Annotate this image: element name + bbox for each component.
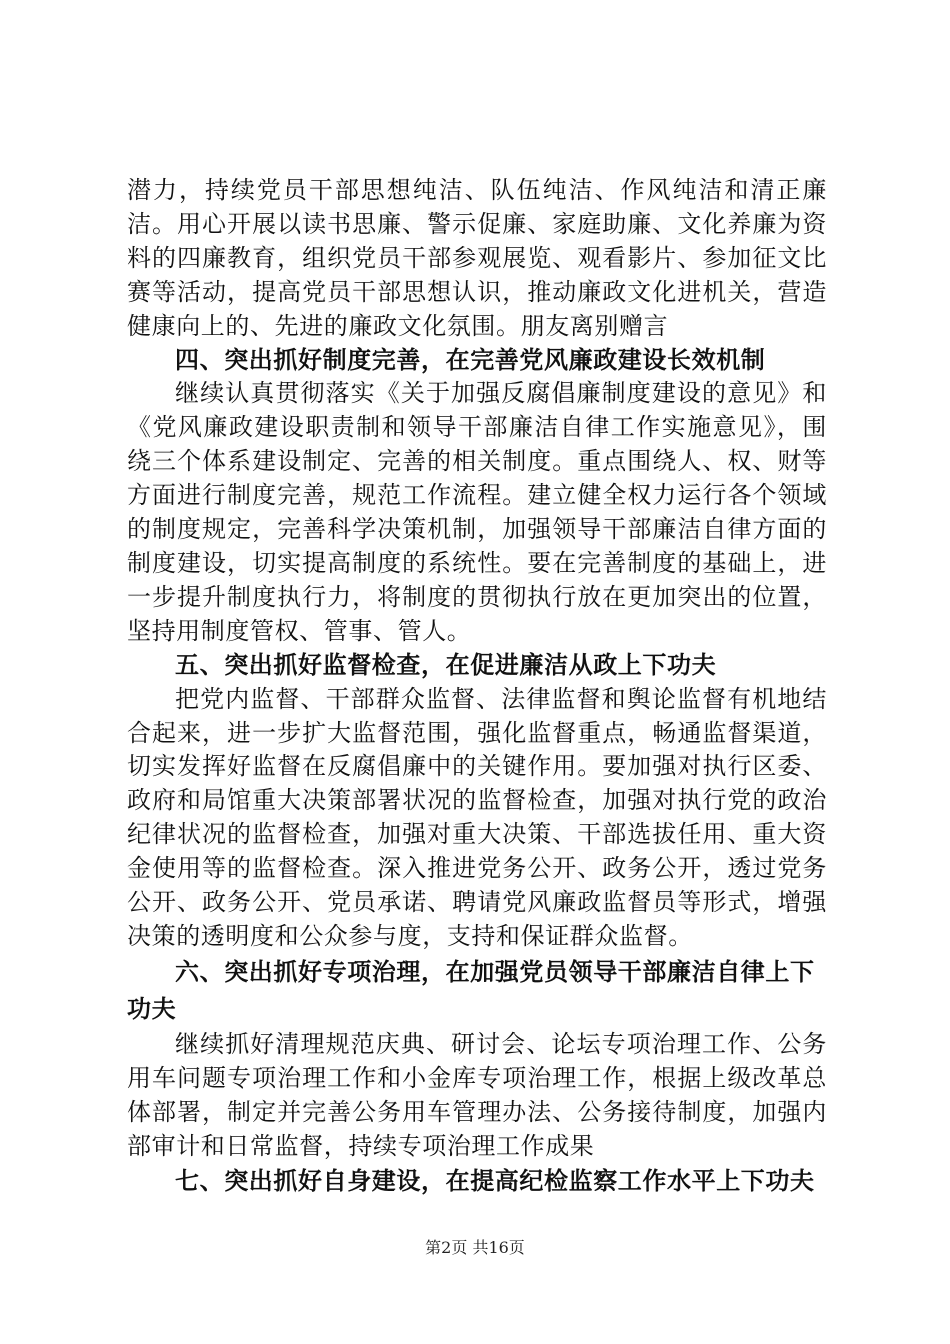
document-body bbox=[127, 174, 827, 1200]
body-paragraph: 潜力，持续党员干部思想纯洁、队伍纯洁、作风纯洁和清正廉洁。用心开展以读书思廉、警示促廉、家庭助廉、文化养廉为资料的四廉教育，组织党员干部参观展览、观看影片、参加征文比赛等活动，提高党员干部思想认识，推动廉政文化进机关，营造健康向上的、先进的廉政文化氛围。朋友离别赠言 bbox=[127, 176, 827, 340]
body-paragraph: 把党内监督、干部群众监督、法律监督和舆论监督有机地结合起来，进一步扩大监督范围，强化监督重点，畅通监督渠道，切实发挥好监督在反腐倡廉中的关键作用。要加强对执行区委、政府和局馆重大决策部署状况的监督检查，加强对执行党的政治纪律状况的监督检查，加强对重大决策、干部选拔任用、重大资金使用等的监督检查。深入推进党务公开、政务公开，透过党务公开、政务公开、党员承诺、聘请党风廉政监督员等形式，增强决策的透明度和公众参与度，支持和保证群众监督。 bbox=[127, 684, 827, 950]
body-paragraph: 继续认真贯彻落实《关于加强反腐倡廉制度建设的意见》和《党风廉政建设职责制和领导干部廉洁自律工作实施意见》，围绕三个体系建设制定、完善的相关制度。重点围绕人、权、财等方面进行制度完善，规范工作流程。建立健全权力运行各个领域的制度规定，完善科学决策机制，加强领导干部廉洁自律方面的制度建设，切实提高制度的系统性。要在完善制度的基础上，进一步提升制度执行力，将制度的贯彻执行放在更加突出的位置，坚持用制度管权、管事、管人。 bbox=[127, 379, 827, 645]
section-heading-5: 五、突出抓好监督检查，在促进廉洁从政上下功夫 bbox=[175, 650, 717, 679]
body-paragraph: 继续抓好清理规范庆典、研讨会、论坛专项治理工作、公务用车问题专项治理工作和小金库专项治理工作，根据上级改革总体部署，制定并完善公务用车管理办法、公务接待制度，加强内部审计和日常监督，持续专项治理工作成果 bbox=[127, 1029, 827, 1160]
section-heading-6: 六、突出抓好专项治理，在加强党员领导干部廉洁自律上下功夫 bbox=[127, 957, 815, 1023]
section-heading-7: 七、突出抓好自身建设，在提高纪检监察工作水平上下功夫 bbox=[175, 1167, 815, 1196]
section-heading-4: 四、突出抓好制度完善，在完善党风廉政建设长效机制 bbox=[175, 345, 766, 374]
page-number-footer: 第2页 共16页 bbox=[425, 1238, 525, 1257]
